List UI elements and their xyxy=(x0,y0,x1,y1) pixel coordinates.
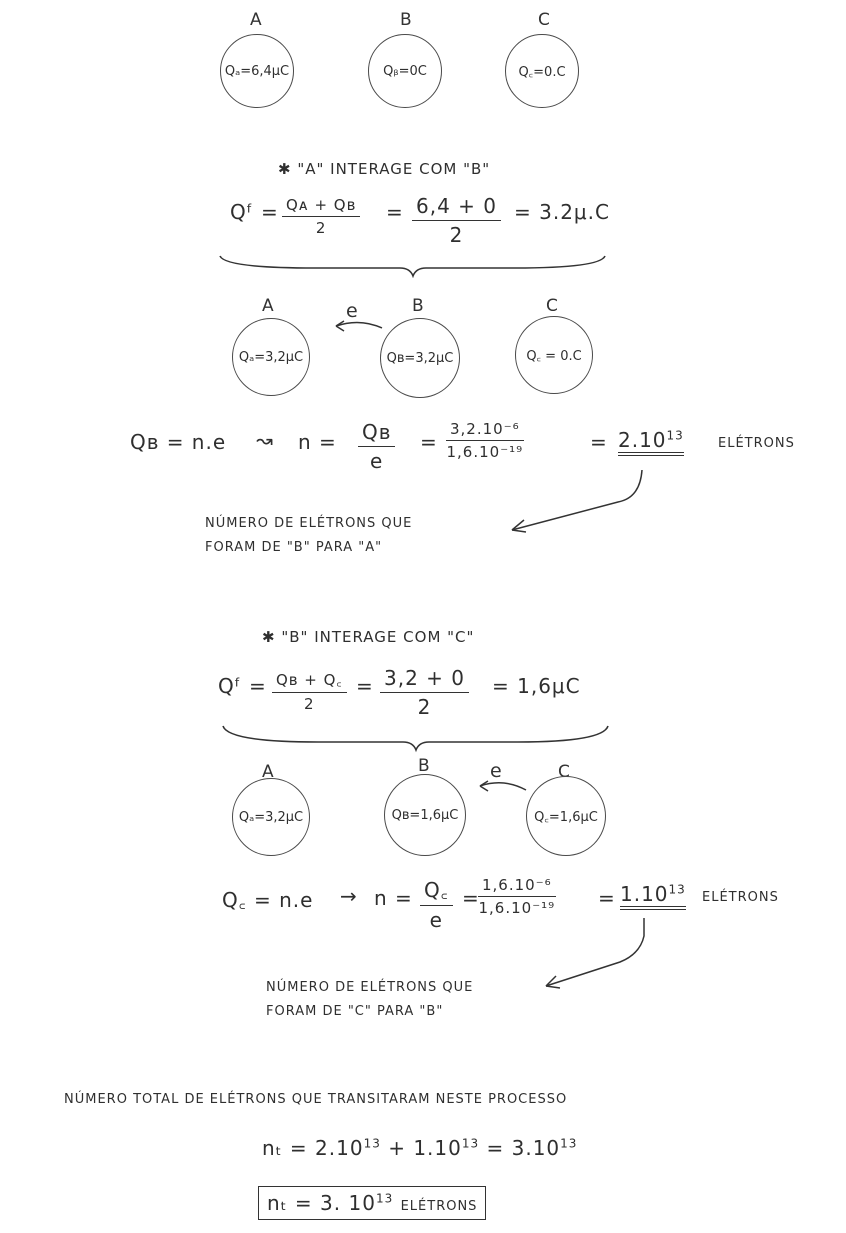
step1-frac2 xyxy=(412,194,501,247)
total-sum-exp3: 13 xyxy=(560,1136,578,1151)
calc1-frac2-num: 3,2.10⁻⁶ xyxy=(446,420,524,441)
calc1-frac xyxy=(358,420,395,473)
sphere-c-charge: Q꜀=1,6μC xyxy=(534,810,598,825)
calc2-frac2-den: 1,6.10⁻¹⁹ xyxy=(478,899,556,917)
sphere-c-charge: Q꜀ = 0.C xyxy=(526,349,582,364)
total-sum-exp2: 13 xyxy=(461,1136,480,1151)
calc2-n-eq: n = xyxy=(374,886,413,910)
sphere-c-label: C xyxy=(558,762,570,782)
sphere-b-label: B xyxy=(418,756,430,776)
sphere-a xyxy=(232,778,310,856)
step2-eq1: = xyxy=(356,674,374,698)
calc2-unit: ELÉTRONS xyxy=(702,890,779,905)
calc1-result-exp: 13 xyxy=(666,428,684,443)
sphere-a-charge: Qₐ=3,2μC xyxy=(238,349,304,365)
calc2-frac2 xyxy=(478,876,556,917)
sphere-b-label: B xyxy=(412,296,424,316)
calc2-lhs: Q꜀ = n.e xyxy=(222,888,314,912)
calc2-result-exp: 13 xyxy=(668,882,686,897)
calc1-eq: = xyxy=(420,430,438,454)
step1-frac1-num: Qᴀ + Qʙ xyxy=(282,196,360,217)
step1-frac1-den: 2 xyxy=(315,219,327,237)
sphere-a-label: A xyxy=(250,10,262,30)
step2-brace xyxy=(218,720,613,754)
sphere-b-charge: Qᵦ=0C xyxy=(383,63,427,79)
step1-frac1 xyxy=(282,196,360,237)
sphere-a-charge: Qₐ=3,2μC xyxy=(238,809,304,825)
step2-frac1-num: Qʙ + Q꜀ xyxy=(272,670,347,693)
step1-frac2-num: 6,4 + 0 xyxy=(412,194,501,221)
calc1-n-eq: n = xyxy=(298,430,337,454)
note2-line1: NÚMERO DE ELÉTRONS QUE xyxy=(266,980,474,995)
sphere-c-label: C xyxy=(538,10,550,30)
calc2-result-base: 1.10 xyxy=(620,882,669,906)
calc2-eq2: = xyxy=(598,886,616,910)
step1-title: ✱ "A" INTERAGE COM "B" xyxy=(278,160,491,178)
sphere-a-label: A xyxy=(262,296,274,316)
sphere-c-charge: Q꜀=0.C xyxy=(518,65,566,80)
sphere-b-label: B xyxy=(400,10,412,30)
calc1-arrow: ↝ xyxy=(256,428,274,452)
electron-arrow-icon xyxy=(330,316,386,336)
final-answer-unit: ELÉTRONS xyxy=(400,1199,478,1214)
total-sum-plus: + 1.10 xyxy=(380,1136,462,1160)
step2-frac2-num: 3,2 + 0 xyxy=(380,666,469,693)
calc1-frac-den: e xyxy=(370,449,384,473)
step1-frac2-den: 2 xyxy=(449,223,464,247)
total-sum-eq: = 3.10 xyxy=(479,1136,561,1160)
sphere-c xyxy=(505,34,579,108)
total-sum-lhs: nₜ = 2.10 xyxy=(262,1136,364,1160)
sphere-c xyxy=(515,316,593,394)
sphere-a xyxy=(220,34,294,108)
final-answer-exp: 13 xyxy=(375,1191,394,1206)
step2-title: ✱ "B" INTERAGE COM "C" xyxy=(262,628,475,646)
step2-frac1-den: 2 xyxy=(304,695,315,713)
calc2-frac2-num: 1,6.10⁻⁶ xyxy=(478,876,556,897)
final-answer-lhs: nₜ = 3. 10 xyxy=(267,1191,376,1215)
step2-frac2-den: 2 xyxy=(417,695,432,719)
calc1-eq2: = xyxy=(590,430,608,454)
step1-qf: Qᶠ = xyxy=(230,200,279,224)
calc2-frac-num: Q꜀ xyxy=(420,876,453,906)
electron-arrow-icon xyxy=(474,776,530,796)
sphere-b xyxy=(380,318,460,398)
sphere-a xyxy=(232,318,310,396)
electron-label: e xyxy=(346,300,358,322)
sphere-a-charge: Qₐ=6,4μC xyxy=(224,63,290,79)
calc1-unit: ELÉTRONS xyxy=(718,436,795,451)
calc2-eq: = xyxy=(462,886,480,910)
step1-result: = 3.2μ.C xyxy=(514,200,610,224)
note2-arrow-icon xyxy=(536,916,656,992)
sphere-b xyxy=(368,34,442,108)
sphere-c-label: C xyxy=(546,296,558,316)
sphere-c xyxy=(526,776,606,856)
note1-line1: NÚMERO DE ELÉTRONS QUE xyxy=(205,516,413,531)
calc1-result xyxy=(618,428,684,456)
step2-frac2 xyxy=(380,666,469,719)
calc2-frac xyxy=(420,876,453,932)
calc1-frac-num: Qʙ xyxy=(358,420,395,447)
final-answer-box xyxy=(258,1186,486,1220)
note2-line2: FORAM DE "C" PARA "B" xyxy=(266,1004,444,1019)
step2-result: = 1,6μC xyxy=(492,674,581,698)
note1-arrow-icon xyxy=(500,468,660,538)
note1-line2: FORAM DE "B" PARA "A" xyxy=(205,540,383,555)
sphere-b-charge: Qʙ=1,6μC xyxy=(391,807,459,823)
total-sum xyxy=(262,1136,577,1160)
step2-qf: Qᶠ = xyxy=(218,674,267,698)
sphere-b xyxy=(384,774,466,856)
calc2-frac-den: e xyxy=(429,908,443,932)
calc2-arrow: → xyxy=(340,884,358,908)
sphere-b-charge: Qʙ=3,2μC xyxy=(386,350,454,366)
calc1-lhs: Qʙ = n.e xyxy=(130,430,227,454)
step1-eq1: = xyxy=(386,200,404,224)
step1-brace xyxy=(215,250,610,278)
calc1-result-base: 2.10 xyxy=(618,428,667,452)
sphere-a-label: A xyxy=(262,762,274,782)
total-sum-exp1: 13 xyxy=(363,1136,381,1151)
electron-label: e xyxy=(490,760,502,782)
step2-frac1 xyxy=(272,670,347,713)
calc1-frac2-den: 1,6.10⁻¹⁹ xyxy=(446,443,524,461)
calc2-result xyxy=(620,882,686,910)
calc1-frac2 xyxy=(446,420,524,461)
total-heading: NÚMERO TOTAL DE ELÉTRONS QUE TRANSITARAM NESTE PROCESSO xyxy=(64,1092,568,1107)
